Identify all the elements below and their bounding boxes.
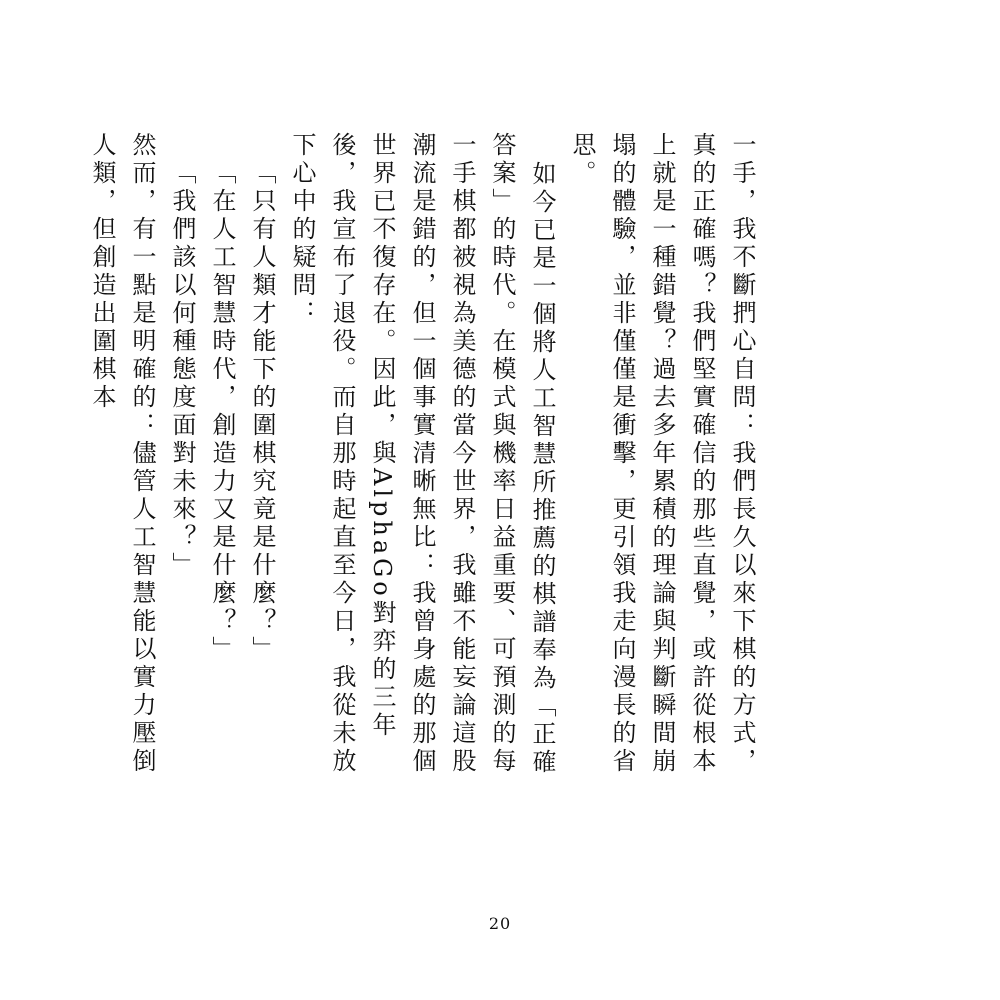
quote-line-1: 「只有人類才能下的圍棋究竟是什麼？」 [248, 160, 276, 664]
quote-line-2: 「在人工智慧時代，創造力又是什麼？」 [208, 160, 236, 664]
quote-line-3: 「我們該以何種態度面對未來？」 [168, 160, 196, 580]
paragraph-1: 一手，我不斷捫心自問：我們長久以來下棋的方式，真的正確嗎？我們堅實確信的那些直覺，或許從根本上就是一種錯覺？過去多年累積的理論與判斷瞬間崩塌的體驗，並非僅僅是衝擊，更引領我走向漫長的省思。 [568, 132, 756, 776]
vertical-text-body [88, 132, 762, 792]
paragraph-3: 然而，有一點是明確的：儘管人工智慧能以實力壓倒人類，但創造出圍棋本 [88, 132, 156, 776]
paragraph-2: 如今已是一個將人工智慧所推薦的棋譜奉為「正確答案」的時代。在模式與機率日益重要、可預測的每一手棋都被視為美德的當今世界，我雖不能妄論這股潮流是錯的，但一個事實清晰無比：我曾身處的那個世界已不復存在。因此，與AlphaGo對弈的三年後，我宣布了退役。而自那時起直至今日，我從未放下心中的疑問： [288, 132, 556, 777]
page-number: 20 [488, 914, 512, 933]
